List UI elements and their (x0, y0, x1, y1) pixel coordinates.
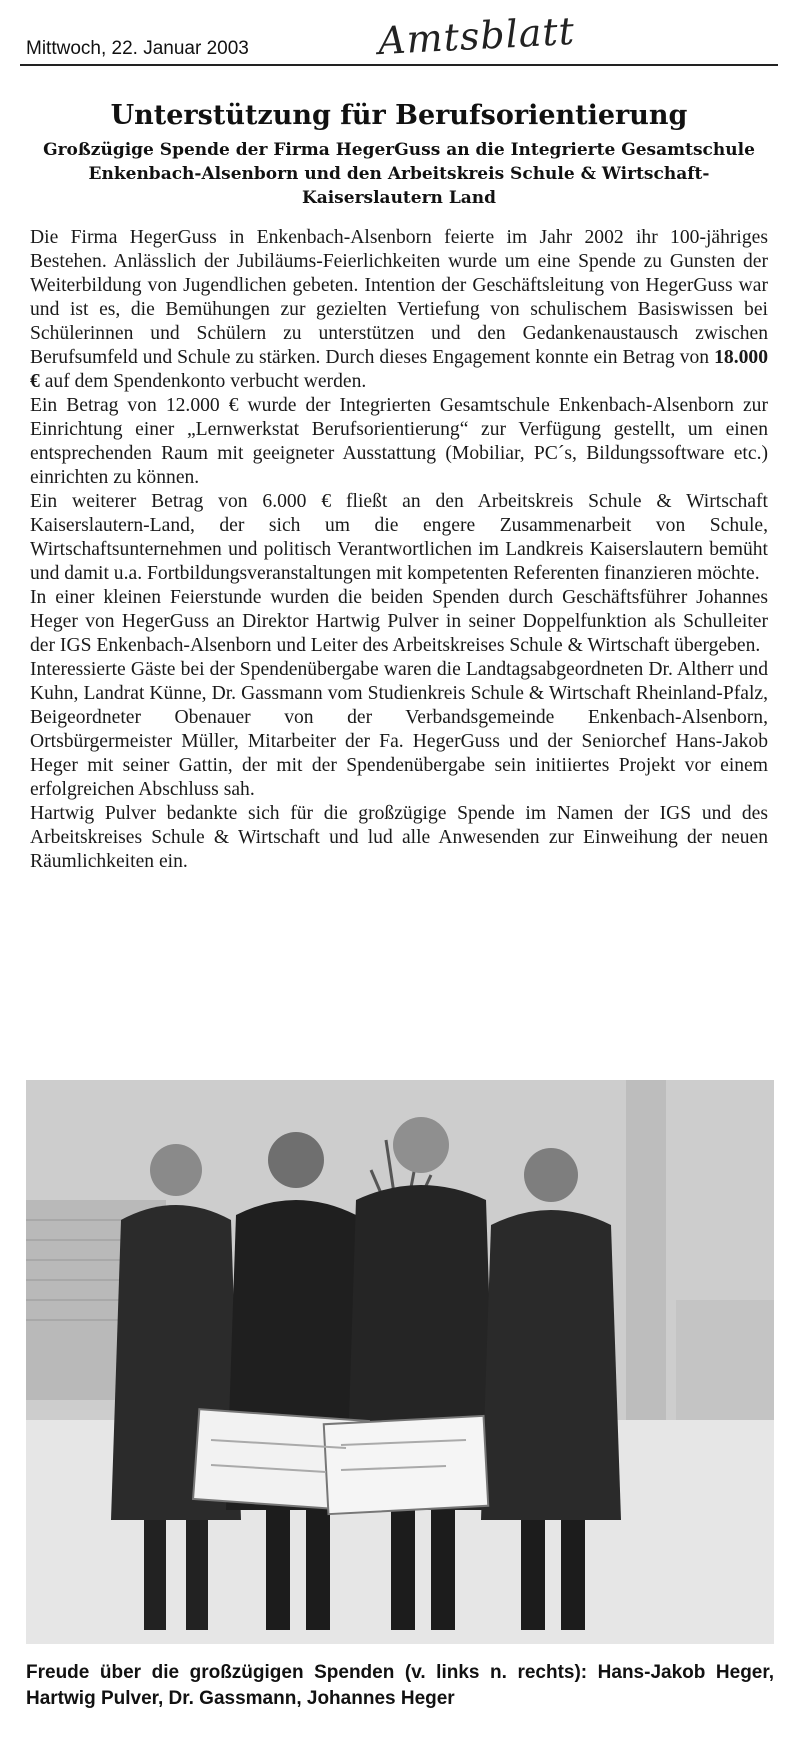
header-rule (20, 64, 778, 66)
donation-total: 18.000 € (30, 347, 768, 392)
article-subheadline: Großzügige Spende der Firma HegerGuss an die Integrierte Gesamtschule Enkenbach-Alsenborn und den Arbeitskreis Schule & Wirtschaft-Kaiserslautern Land (43, 140, 755, 208)
paragraph: In einer kleinen Feierstunde wurden die beiden Spenden durch Geschäftsführer Johannes Heger von HegerGuss an Direktor Hartwig Pulver in seiner Doppelfunktion als Schulleiter der IGS Enkenbach-Alsenborn und Leiter des Arbeitskreises Schule & Wirtschaft übergeben. (30, 587, 768, 656)
header-date: Mittwoch, 22. Januar 2003 (26, 38, 249, 59)
article-body (30, 226, 768, 874)
article-photo (26, 1080, 774, 1644)
donation-cheques (193, 1409, 488, 1514)
paragraph: Interessierte Gäste bei der Spendenübergabe waren die Landtagsabgeordneten Dr. Altherr und Kuhn, Landrat Künne, Dr. Gassmann vom Studienkreis Schule & Wirtschaft Rheinland-Pfalz, Beigeordneter Obenauer von der Verbandsgemeinde Enkenbach-Alsenborn, Ortsbürgermeister Müller, Mitarbeiter der Fa. HegerGuss und der Seniorchef Hans-Jakob Heger mit seiner Gattin, der mit der Spendenübergabe sein initiiertes Projekt vor einem erfolgreichen Abschluss sah. (30, 659, 768, 800)
group-photo-illustration (26, 1080, 774, 1644)
handwritten-note: Amtsblatt (376, 8, 576, 64)
paragraph: Hartwig Pulver bedankte sich für die großzügige Spende im Namen der IGS und des Arbeitskreises Schule & Wirtschaft und lud alle Anwesenden zur Einweihung der neuen Räumlichkeiten ein. (30, 803, 768, 872)
paragraph: Die Firma HegerGuss in Enkenbach-Alsenborn feierte im Jahr 2002 ihr 100-jähriges Bestehen. Anlässlich der Jubiläums-Feierlichkeiten wurde um eine Spende zu Gunsten der Weiterbildung von Jugendlichen gebeten. Intention der Geschäftsleitung von HegerGuss war und ist es, die Bemühungen zur gezielten Vertiefung von schulischem Basiswissen bei Schülerinnen und Schülern zu unterstützen und den Gedankenaustausch zwischen Berufsumfeld und Schule zu stärken. Durch dieses Engagement konnte ein Betrag von 18.000 € auf dem Spendenkonto verbucht werden. (30, 227, 768, 392)
paragraph: Ein Betrag von 12.000 € wurde der Integrierten Gesamtschule Enkenbach-Alsenborn zur Einrichtung einer „Lernwerkstat Berufsorientierung“ zur Verfügung gestellt, um einen entsprechenden Raum mit geeigneter Ausstattung (Mobiliar, PC´s, Bildungssoftware etc.) einrichten zu können. (30, 395, 768, 488)
paragraph: Ein weiterer Betrag von 6.000 € fließt an den Arbeitskreis Schule & Wirtschaft Kaiserslautern-Land, der sich um die engere Zusammenarbeit von Schule, Wirtschaftsunternehmen und politisch Verantwortlichen im Landkreis Kaiserslautern bemüht und damit u.a. Fortbildungsveranstaltungen mit kompetenten Referenten finanzieren möchte. (30, 491, 768, 584)
article-headline: Unterstützung für Berufsorientierung (110, 100, 688, 131)
photo-caption: Freude über die großzügigen Spenden (v. links n. rechts): Hans-Jakob Heger, Hartwig Pulver, Dr. Gassmann, Johannes Heger (26, 1662, 774, 1709)
